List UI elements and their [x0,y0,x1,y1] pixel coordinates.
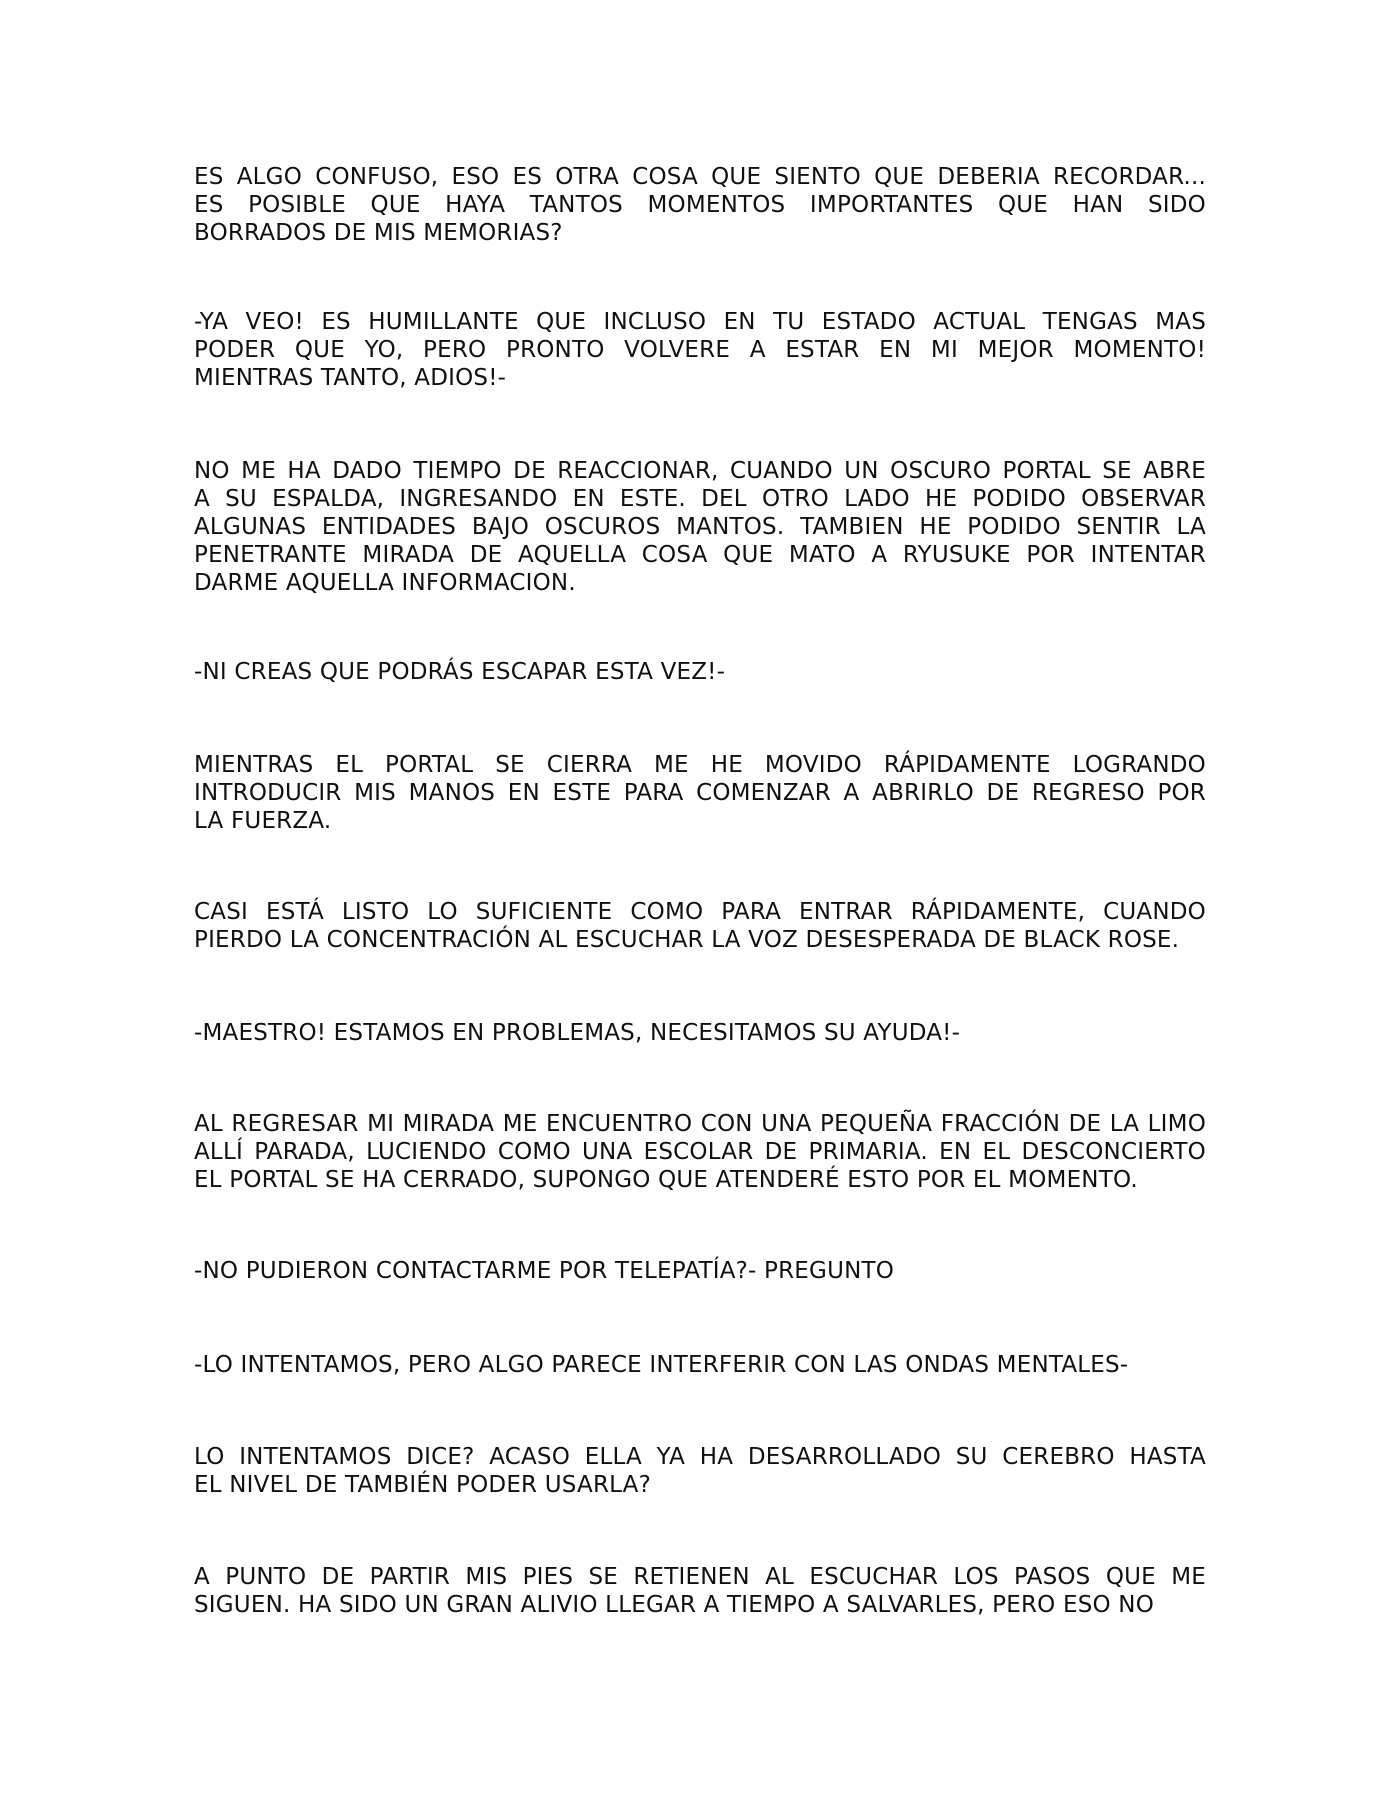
paragraph-line: -MAESTRO! ESTAMOS EN PROBLEMAS, NECESITAMOS SU AYUDA!- [194,1020,961,1046]
paragraph-line: PIERDO LA CONCENTRACIÓN AL ESCUCHAR LA VOZ DESESPERADA DE BLACK ROSE. [194,927,1180,953]
paragraph-6 [194,898,1206,954]
paragraph-line: A SU ESPALDA, INGRESANDO EN ESTE. DEL OTRO LADO HE PODIDO OBSERVAR [194,486,1206,512]
paragraph-line: ALLÍ PARADA, LUCIENDO COMO UNA ESCOLAR DE PRIMARIA. EN EL DESCONCIERTO [194,1139,1206,1165]
paragraph-line: -NO PUDIERON CONTACTARME POR TELEPATÍA?- PREGUNTO [194,1258,895,1284]
paragraph-4 [194,658,1206,686]
paragraph-line: MIENTRAS EL PORTAL SE CIERRA ME HE MOVIDO RÁPIDAMENTE LOGRANDO [194,752,1206,778]
paragraph-5 [194,751,1206,835]
paragraph-3 [194,457,1206,597]
paragraph-line: ES POSIBLE QUE HAYA TANTOS MOMENTOS IMPORTANTES QUE HAN SIDO [194,192,1206,218]
paragraph-line: PENETRANTE MIRADA DE AQUELLA COSA QUE MATO A RYUSUKE POR INTENTAR [194,542,1206,568]
paragraph-line: A PUNTO DE PARTIR MIS PIES SE RETIENEN AL ESCUCHAR LOS PASOS QUE ME [194,1564,1206,1590]
paragraph-line: LA FUERZA. [194,808,332,834]
paragraph-2 [194,308,1206,392]
paragraph-line: PODER QUE YO, PERO PRONTO VOLVERE A ESTAR EN MI MEJOR MOMENTO! [194,337,1206,363]
paragraph-9 [194,1257,1206,1285]
paragraph-line: ES ALGO CONFUSO, ESO ES OTRA COSA QUE SIENTO QUE DEBERIA RECORDAR... [194,164,1206,190]
paragraph-1 [194,163,1206,247]
paragraph-line: LO INTENTAMOS DICE? ACASO ELLA YA HA DESARROLLADO SU CEREBRO HASTA [194,1444,1206,1470]
paragraph-line: MIENTRAS TANTO, ADIOS!- [194,365,507,391]
paragraph-7 [194,1019,1206,1047]
paragraph-line: AL REGRESAR MI MIRADA ME ENCUENTRO CON UNA PEQUEÑA FRACCIÓN DE LA LIMO [194,1111,1206,1137]
paragraph-10 [194,1351,1206,1379]
paragraph-11 [194,1443,1206,1499]
paragraph-line: -NI CREAS QUE PODRÁS ESCAPAR ESTA VEZ!- [194,659,726,685]
paragraph-line: EL PORTAL SE HA CERRADO, SUPONGO QUE ATENDERÉ ESTO POR EL MOMENTO. [194,1167,1138,1193]
paragraph-line: NO ME HA DADO TIEMPO DE REACCIONAR, CUANDO UN OSCURO PORTAL SE ABRE [194,458,1206,484]
paragraph-line: DARME AQUELLA INFORMACION. [194,570,576,596]
paragraph-line: -YA VEO! ES HUMILLANTE QUE INCLUSO EN TU ESTADO ACTUAL TENGAS MAS [194,309,1206,335]
paragraph-12 [194,1563,1206,1619]
paragraph-8 [194,1110,1206,1194]
paragraph-line: INTRODUCIR MIS MANOS EN ESTE PARA COMENZAR A ABRIRLO DE REGRESO POR [194,780,1206,806]
paragraph-line: ALGUNAS ENTIDADES BAJO OSCUROS MANTOS. TAMBIEN HE PODIDO SENTIR LA [194,514,1206,540]
paragraph-line: -LO INTENTAMOS, PERO ALGO PARECE INTERFERIR CON LAS ONDAS MENTALES- [194,1352,1129,1378]
paragraph-line: CASI ESTÁ LISTO LO SUFICIENTE COMO PARA ENTRAR RÁPIDAMENTE, CUANDO [194,899,1206,925]
paragraph-line: SIGUEN. HA SIDO UN GRAN ALIVIO LLEGAR A TIEMPO A SALVARLES, PERO ESO NO [194,1592,1155,1618]
paragraph-line: EL NIVEL DE TAMBIÉN PODER USARLA? [194,1472,652,1498]
paragraph-line: BORRADOS DE MIS MEMORIAS? [194,220,563,246]
